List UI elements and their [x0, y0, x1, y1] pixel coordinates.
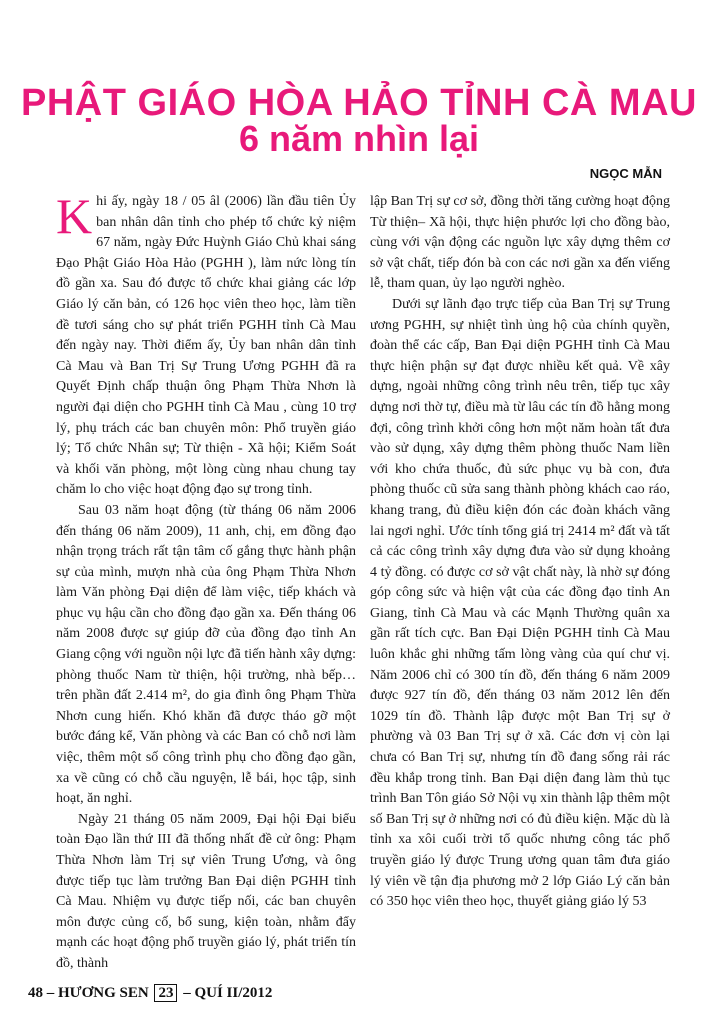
paragraph: lập Ban Trị sự cơ sở, đồng thời tăng cường hoạt động Từ thiện– Xã hội, thực hiện phước lợi cho đồng bào, cùng với vận động các nguồn lực xây dựng thêm cơ sở vật chất, tiếp đón bà con các nơi gần xa đến viếng lễ, tham quan, ủy lạo người nghèo.: [370, 194, 670, 292]
article-title-line1: PHẬT GIÁO HÒA HẢO TỈNH CÀ MAU: [21, 82, 697, 124]
magazine-name: HƯƠNG SEN: [58, 985, 149, 1001]
drop-cap: K: [56, 188, 93, 244]
page-footer: [28, 984, 272, 1002]
paragraph: [56, 188, 356, 501]
left-column: [56, 188, 356, 975]
article-title-line2: 6 năm nhìn lại: [238, 118, 480, 159]
paragraph: Ngày 21 tháng 05 năm 2009, Đại hội Đại biểu toàn Đạo lần thứ III đã thống nhất đề cử ông: Phạm Thừa Nhơn làm Trị sự viên Trung Ương, và ông được tiếp tục làm trưởng Ban Đại diện PGHH tỉnh Cà Mau. Nhiệm vụ được tiếp nối, các ban chuyên môn được củng cố, bổ sung, kiện toàn, nhằm đẩy mạnh các hoạt động phổ truyền giáo lý, phát triển tín đồ, thành: [56, 811, 356, 971]
paragraph: Sau 03 năm hoạt động (từ tháng 06 năm 2006 đến tháng 06 năm 2009), 11 anh, chị, em đồng đạo nhận trọng trách rất tận tâm cố gắng thực hành phận sự của mình, mượn nhà của ông Phạm Thừa Nhơn làm Văn phòng Đại diện để làm việc, tiếp khách và phục vụ hậu cần cho đồng đạo gần xa. Đến tháng 06 năm 2008 được sự giúp đỡ của đồng đạo tỉnh An Giang cộng với nguồn nội lực đã tiến hành xây dựng: phòng thuốc Nam từ thiện, hội trường, nhà bếp… trên phần đất 2.414 m², do gia đình ông Phạm Thừa Nhơn cung hiến. Khó khăn đã được tháo gỡ một bước đáng kể, Văn phòng và các Ban có chỗ nơi làm việc, thêm một số công trình phụ cho đồng đạo gần, xa về cũng có chỗ cầu nguyện, lễ bái, học tập, sinh hoạt, ăn nghỉ.: [56, 502, 356, 807]
right-column: [370, 192, 670, 913]
footer-dash: –: [46, 985, 55, 1001]
page-number: 48: [28, 985, 43, 1001]
issue-number: 23: [154, 984, 177, 1002]
issue-quarter: QUÍ II/2012: [194, 985, 273, 1001]
paragraph-text: hi ấy, ngày 18 / 05 âl (2006) lần đầu tiên Ủy ban nhân dân tỉnh cho phép tổ chức kỷ niệm 67 năm, ngày Đức Huỳnh Giáo Chủ khai sáng Đạo Phật Giáo Hòa Hảo (PGHH ), làm nức lòng tín đồ gần xa. Sau đó được tổ chức khai giảng các lớp Giáo lý căn bản, có 126 học viên theo học, làm tiền đề tươi sáng cho sự phát triển PGHH tỉnh Cà Mau đến ngày nay. Thời điểm ấy, Ủy ban nhân dân tỉnh Cà Mau và Ban Trị Sự Trung Ương PGHH đã ra Quyết Định chấp thuận ông Phạm Thừa Nhơn là người đại diện cho PGHH tỉnh Cà Mau , cùng 10 trợ lý, phụ trách các ban chuyên môn: Phổ truyền giáo lý; Tổ chức Nhân sự; Từ thiện - Xã hội; Kiểm Soát và khối văn phòng, một lòng cùng nhau chung tay chăm lo cho việc hoạt động đạo sự trong tỉnh.: [56, 194, 356, 498]
author-name: NGỌC MẪN: [589, 166, 662, 181]
footer-dash: –: [183, 985, 191, 1001]
paragraph: Dưới sự lãnh đạo trực tiếp của Ban Trị sự Trung ương PGHH, sự nhiệt tình ủng hộ của chính quyền, đoàn thể các cấp, Ban Đại diện PGHH tỉnh Cà Mau thực hiện phận sự đạt được nhiều kết quả. Về xây dựng, ngoài những công trình nêu trên, tiếp tục xây dựng nơi thờ tự, điều mà từ lâu các tín đồ hằng mong đợi, công trình khởi công hơn một năm hoàn tất đưa vào sử dụng, xây dựng thêm phòng thuốc Nam liền với kho chứa thuốc, đủ sức phục vụ bà con, đưa phòng thuốc cũ sửa sang thành phòng khách cao ráo, khang trang, đủ điều kiện đón các đoàn khách vãng lai ngơi nghỉ. Ước tính tổng giá trị 2414 m² đất và tất cả các công trình xây dựng đưa vào sử dụng khoảng 4 tỷ đồng. có được cơ sở vật chất này, là nhờ sự đóng góp công sức và hiện vật của các đồng đạo tỉnh An Giang, tỉnh Cà Mau và các Mạnh Thường quân xa gần rất tích cực. Ban Đại Diện PGHH tỉnh Cà Mau luôn khắc ghi những tấm lòng vàng của quí chư vị. Năm 2006 chỉ có 300 tín đồ, đến tháng 6 năm 2009 được 927 tín đồ, đến tháng 03 năm 2012 lên đến 1029 tín đồ. Thành lập được một Ban Trị sự ở phường và 03 Ban Trị sự ở xã. Các đơn vị còn lại chưa có Ban Trị sự, nhưng tín đồ đang sống rải rác đều khắp trong tỉnh. Ban Đại diện đang làm thủ tục trình Ban Tôn giáo Sở Nội vụ xin thành lập thêm một số Ban Trị sự ở những nơi có đủ điều kiện. Mặc dù là tỉnh xa xôi cuối trời tổ quốc nhưng công tác phổ truyền giáo lý được Trung ương quan tâm đưa giáo lý viên về tận địa phương mở 2 lớp Giáo Lý căn bản có 350 học viên theo học, thuyết giảng giáo lý 53: [370, 296, 670, 910]
